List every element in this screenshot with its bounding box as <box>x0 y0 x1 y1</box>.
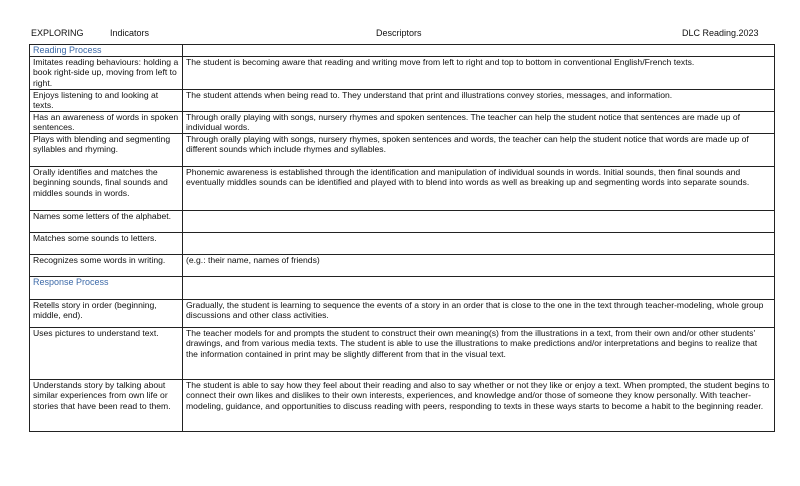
table-row <box>30 89 775 111</box>
indicator-cell: Matches some sounds to letters. <box>30 232 183 254</box>
descriptor-cell: Phonemic awareness is established through the identification and manipulation of individual sounds in words. Initial sounds, then final sounds and eventually middles sounds can be identified and played with to blend into words as well as breaking up and segmenting words into separate sounds. <box>183 166 775 210</box>
indicator-cell: Imitates reading behaviours: holding a book right-side up, moving from left to right. <box>30 56 183 89</box>
indicator-cell: Has an awareness of words in spoken sentences. <box>30 111 183 133</box>
descriptor-cell: The teacher models for and prompts the student to construct their own meaning(s) from the illustrations in a text, from their own and/or other students' drawings, and from various media texts. The student is able to use the illustrations to make predictions and/or interpretations and begins to realize that the information contained in print may be slightly different from that in the visual text. <box>183 327 775 379</box>
section-row-response-process <box>30 276 775 299</box>
header-descriptors: Descriptors <box>376 28 422 38</box>
header-document-id: DLC Reading.2023 <box>682 28 759 38</box>
descriptor-cell: (e.g.: their name, names of friends) <box>183 254 775 276</box>
descriptor-cell: The student is able to say how they feel about their reading and also to say whether or not they like or enjoy a text. When prompted, the student begins to connect their own likes and dislikes to their own interests, experiences, and knowledge and/or those of someone they know personally. With teacher-modeling, guidance, and opportunities to discuss reading with peers, responding to texts in these ways starts to become a habit to the beginning reader. <box>183 379 775 431</box>
header-exploring: EXPLORING <box>31 28 84 38</box>
table-row <box>30 56 775 89</box>
indicator-cell: Retells story in order (beginning, middle, end). <box>30 299 183 327</box>
table-row <box>30 133 775 166</box>
indicator-cell: Recognizes some words in writing. <box>30 254 183 276</box>
descriptor-cell <box>183 232 775 254</box>
section-title: Reading Process <box>30 45 183 57</box>
indicator-cell: Plays with blending and segmenting syllables and rhyming. <box>30 133 183 166</box>
descriptor-cell: Through orally playing with songs, nursery rhymes and spoken sentences. The teacher can help the student notice that sentences are made up of individual words. <box>183 111 775 133</box>
table-row <box>30 166 775 210</box>
table-row <box>30 254 775 276</box>
indicator-cell: Understands story by talking about similar experiences from own life or stories that have been read to them. <box>30 379 183 431</box>
table-row <box>30 327 775 379</box>
indicators-table <box>29 44 775 432</box>
descriptor-cell: The student is becoming aware that reading and writing move from left to right and top to bottom in conventional English/French texts. <box>183 56 775 89</box>
header-indicators: Indicators <box>110 28 150 38</box>
descriptor-cell: Gradually, the student is learning to sequence the events of a story in an order that is close to the one in the text through teacher-modeling, whole group discussions and other class activities. <box>183 299 775 327</box>
table-row <box>30 111 775 133</box>
indicator-cell: Orally identifies and matches the beginning sounds, final sounds and middles sounds in words. <box>30 166 183 210</box>
indicator-cell: Uses pictures to understand text. <box>30 327 183 379</box>
indicator-cell: Enjoys listening to and looking at texts. <box>30 89 183 111</box>
descriptor-cell: Through orally playing with songs, nursery rhymes, spoken sentences and words, the teacher can help the student notice that words are made up of different sounds which include rhymes and syllables. <box>183 133 775 166</box>
table-row <box>30 299 775 327</box>
table-row <box>30 232 775 254</box>
section-title: Response Process <box>30 276 183 299</box>
descriptor-cell <box>183 210 775 232</box>
descriptor-cell: The student attends when being read to. They understand that print and illustrations convey stories, messages, and information. <box>183 89 775 111</box>
section-row-reading-process <box>30 45 775 57</box>
table-row <box>30 379 775 431</box>
indicator-cell: Names some letters of the alphabet. <box>30 210 183 232</box>
table-row <box>30 210 775 232</box>
